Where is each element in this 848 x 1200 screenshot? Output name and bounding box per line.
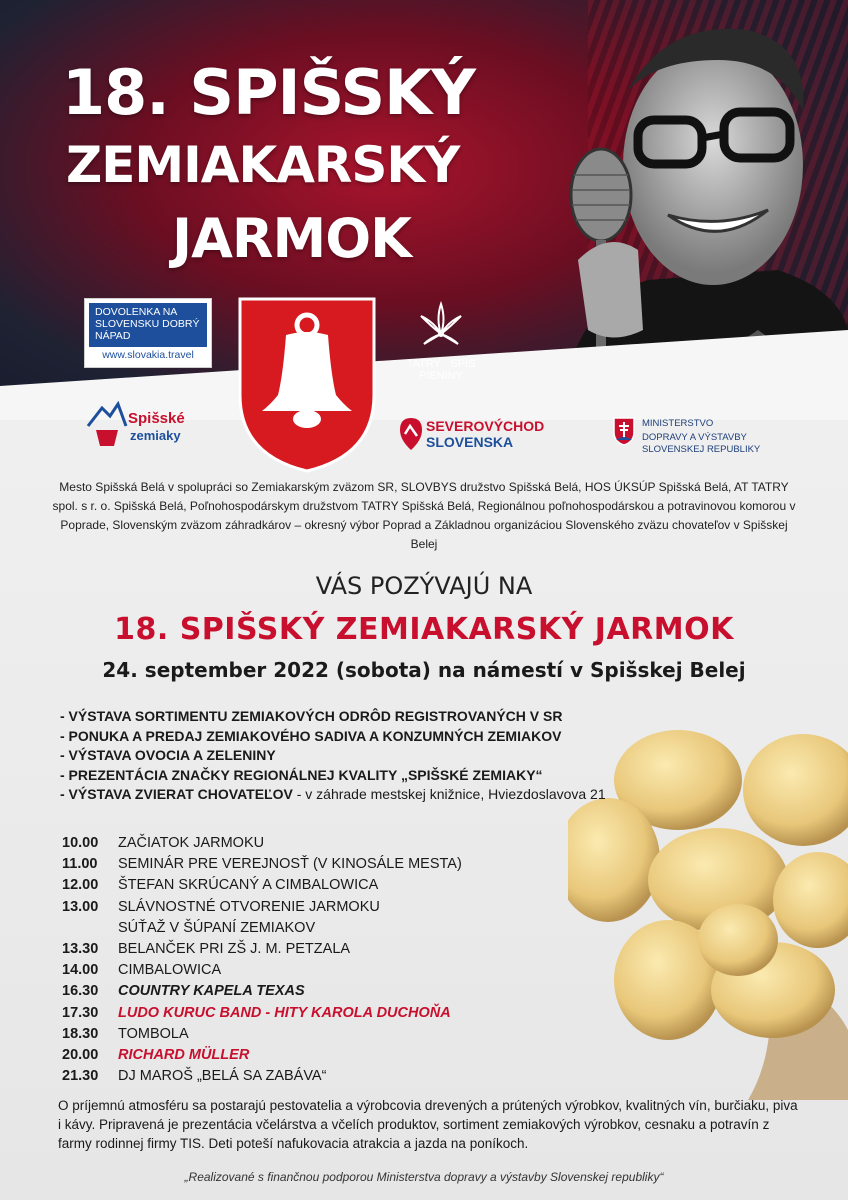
- coat-of-arms-icon: [612, 416, 636, 446]
- hero-title-line2: ZEMIAKARSKÝ: [66, 136, 460, 194]
- schedule-row: 10.00 ZAČIATOK JARMOKU: [62, 835, 265, 851]
- ministry-logo-line1: MINISTERSTVO: [642, 418, 714, 429]
- feature-item: - VÝSTAVA SORTIMENTU ZEMIAKOVÝCH ODRÔD REGISTROVANÝCH V SR: [60, 708, 563, 724]
- schedule-row: SÚŤAŽ V ŠÚPANÍ ZEMIAKOV: [118, 919, 316, 936]
- features-list: [60, 707, 700, 805]
- mountain-icon: [86, 396, 128, 450]
- ministry-logo-line2: DOPRAVY A VÝSTAVBY: [642, 432, 747, 443]
- program-schedule: [62, 833, 582, 1087]
- invite-heading: VÁS POZÝVAJÚ NA: [315, 572, 533, 600]
- spisske-logo-name: Spišské: [128, 410, 185, 427]
- ministry-logo: [612, 416, 792, 460]
- slovakia-travel-logo: [84, 298, 212, 368]
- slovakia-logo-url: www.slovakia.travel: [102, 349, 194, 361]
- sev-logo-line2: SLOVENSKA: [426, 434, 514, 450]
- schedule-row: 13.00 SLÁVNOSTNÉ OTVORENIE JARMOKU: [62, 898, 380, 915]
- sev-logo-line1: SEVEROVÝCHOD: [426, 418, 545, 434]
- spisske-logo-sub: zemiaky: [130, 428, 181, 443]
- funding-credit: „Realizované s finančnou podporou Ministerstva dopravy a výstavby Slovenskej republiky“: [184, 1170, 664, 1184]
- feature-item: - PONUKA A PREDAJ ZEMIAKOVÉHO SADIVA A KONZUMNÝCH ZEMIAKOV: [60, 727, 562, 744]
- schedule-row: 18.30 TOMBOLA: [62, 1025, 189, 1042]
- schedule-row: 13.30 BELANČEK PRI ZŠ J. M. PETZALA: [62, 941, 351, 958]
- tatry-spis-pieniny-logo: [396, 294, 486, 394]
- hero-title-line3: JARMOK: [172, 207, 411, 270]
- schedule-row: 12.00 ŠTEFAN SKRÚCANÝ A CIMBALOWICA: [62, 877, 379, 894]
- slovakia-logo-text: DOVOLENKA NA SLOVENSKU DOBRÝ NÁPAD: [89, 303, 207, 347]
- schedule-row: 11.00 SEMINÁR PRE VEREJNOSŤ (V KINOSÁLE MESTA): [62, 856, 462, 873]
- event-date: 24. september 2022 (sobota) na námestí v Spišskej Belej: [102, 658, 746, 682]
- town-crest-bell-icon: [236, 295, 378, 475]
- flower-icon: [396, 294, 486, 358]
- map-pin-icon: [398, 416, 424, 452]
- hero-title-line1: 18. SPIŠSKÝ: [62, 56, 476, 129]
- schedule-row: 17.30 LUDO KURUC BAND - HITY KAROLA DUCHOŇA: [62, 1004, 451, 1021]
- feature-item: - VÝSTAVA ZVIERAT CHOVATEĽOV - v záhrade mestskej knižnice, Hviezdoslavova 21: [60, 786, 606, 802]
- feature-item: - VÝSTAVA OVOCIA A ZELENINY: [60, 747, 276, 763]
- event-title: 18. SPIŠSKÝ ZEMIAKARSKÝ JARMOK: [114, 612, 734, 647]
- footer-description: O príjemnú atmosféru sa postarajú pestovatelia a výrobcovia drevených a prútených výrobkov, kvalitných vín, burčiaku, piva i kávy. Pripravená je prezentácia včelárstva a včelích produktov, sortiment zemiakových výrobkov, cesnaku a potravín z farmy rodinnej firmy TIS. Deti poteší nafukovacia atrakcia a jazda na poníkoch.: [58, 1098, 798, 1151]
- organizers-text: Mesto Spišská Belá v spolupráci so Zemiakarským zväzom SR, SLOVBYS družstvo Spišská Belá, HOS ÚKSÚP Spišská Belá, AT TATRY spol. s r. o. Spišská Belá, Poľnohospodárskym družstvom TATRY Spišská Belá, Regionálnou poľnohospodárskou a potravinovou komorou v Poprade, Slovenským zväzom záhradkárov – okresný výbor Poprad a Základnou organizáciou Slovenského zväzu chovateľov v Spišskej Belej: [52, 480, 796, 551]
- spisske-zemiaky-logo: [86, 396, 216, 450]
- severovychod-slovenska-logo: [398, 416, 578, 456]
- schedule-row: 14.00 CIMBALOWICA: [62, 962, 222, 979]
- feature-item: - PREZENTÁCIA ZNAČKY REGIONÁLNEJ KVALITY „SPIŠSKÉ ZEMIAKY“: [60, 766, 543, 783]
- ministry-logo-line3: SLOVENSKEJ REPUBLIKY: [642, 444, 761, 455]
- schedule-row: 20.00 RICHARD MÜLLER: [62, 1047, 250, 1064]
- schedule-row: 16.30 COUNTRY KAPELA TEXAS: [62, 983, 305, 1000]
- tatry-logo-text: TATRY · SPIS PIENINY: [406, 358, 476, 382]
- schedule-row: 21.30 DJ MAROŠ „BELÁ SA ZABÁVA“: [62, 1068, 327, 1085]
